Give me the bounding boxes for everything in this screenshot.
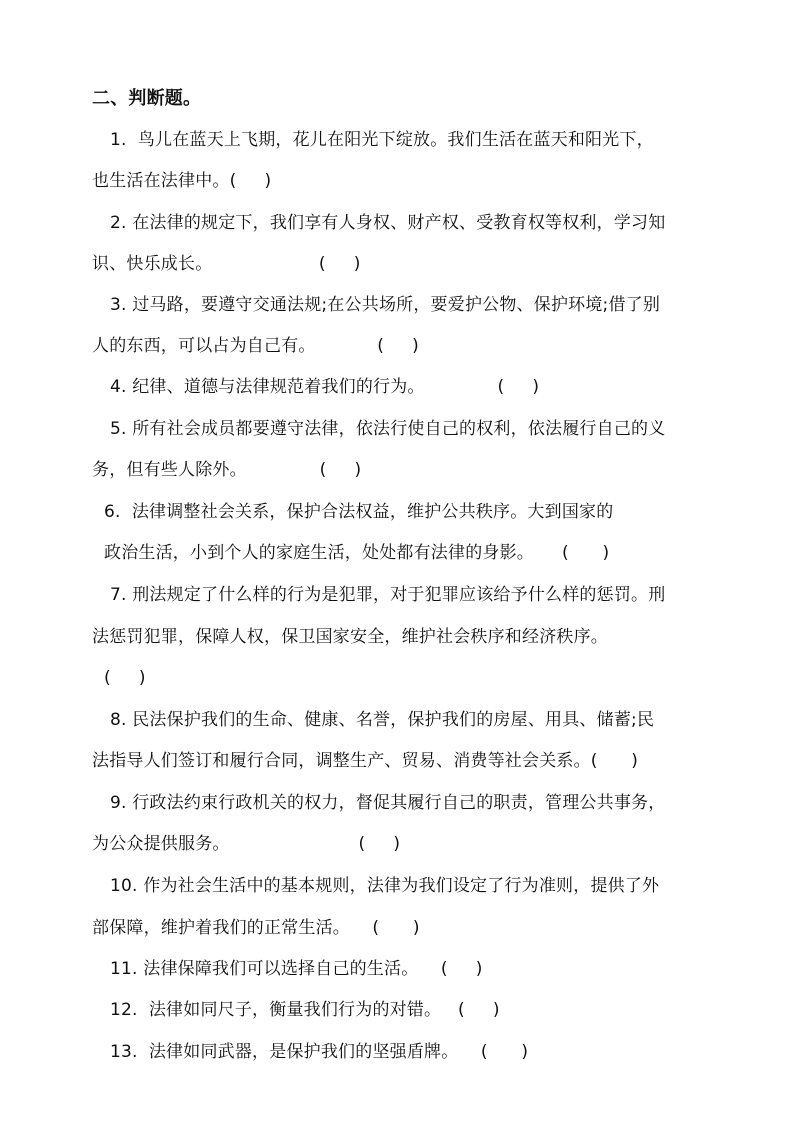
question-11-line-1: 11. 法律保障我们可以选择自己的生活。 ( ) (110, 959, 483, 979)
section-title: 二、判断题。 (92, 88, 202, 109)
question-4-line-1: 4. 纪律、道德与法律规范着我们的行为。 ( ) (110, 377, 540, 397)
question-8-line-1: 8. 民法保护我们的生命、健康、名誉，保护我们的房屋、用具、储蓄;民 (110, 710, 655, 730)
question-2-line-1: 2. 在法律的规定下，我们享有人身权、财产权、受教育权等权利，学习知 (110, 213, 666, 233)
question-6-line-2: 政治生活，小到个人的家庭生活，处处都有法律的身影。 ( ) (104, 543, 610, 563)
question-3-line-2: 人的东西，可以占为自己有。 ( ) (92, 336, 419, 356)
question-7-line-1: 7. 刑法规定了什么样的行为是犯罪，对于犯罪应该给予什么样的惩罚。刑 (110, 585, 666, 605)
question-9-line-2: 为公众提供服务。 ( ) (92, 834, 401, 854)
question-7-line-3: ( ) (104, 668, 146, 688)
question-7-line-2: 法惩罚犯罪，保障人权，保卫国家安全，维护社会秩序和经济秩序。 (92, 627, 608, 647)
question-10-line-1: 10. 作为社会生活中的基本规则，法律为我们设定了行为准则，提供了外 (110, 876, 660, 896)
question-12-line-1: 12. 法律如同尺子，衡量我们行为的对错。 ( ) (110, 1000, 500, 1020)
question-10-line-2: 部保障，维护着我们的正常生活。 ( ) (92, 918, 420, 938)
question-8-line-2: 法指导人们签订和履行合同，调整生产、贸易、消费等社会关系。( ) (92, 751, 639, 771)
question-13-line-1: 13. 法律如同武器，是保护我们的坚强盾牌。 ( ) (110, 1042, 529, 1062)
question-1-line-2: 也生活在法律中。( ) (92, 171, 272, 191)
question-2-line-2: 识、快乐成长。 ( ) (92, 254, 361, 274)
question-6-line-1: 6. 法律调整社会关系，保护合法权益，维护公共秩序。大到国家的 (104, 502, 614, 522)
question-5-line-1: 5. 所有社会成员都要遵守法律，依法行使自己的权利，依法履行自己的义 (110, 419, 666, 439)
question-5-line-2: 务，但有些人除外。 ( ) (92, 460, 362, 480)
question-1-line-1: 1. 鸟儿在蓝天上飞期，花儿在阳光下绽放。我们生活在蓝天和阳光下， (110, 130, 654, 150)
question-3-line-1: 3. 过马路，要遵守交通法规;在公共场所，要爱护公物、保护环境;借了别 (110, 295, 661, 315)
question-9-line-1: 9. 行政法约束行政机关的权力，督促其履行自己的职责，管理公共事务， (110, 793, 666, 813)
